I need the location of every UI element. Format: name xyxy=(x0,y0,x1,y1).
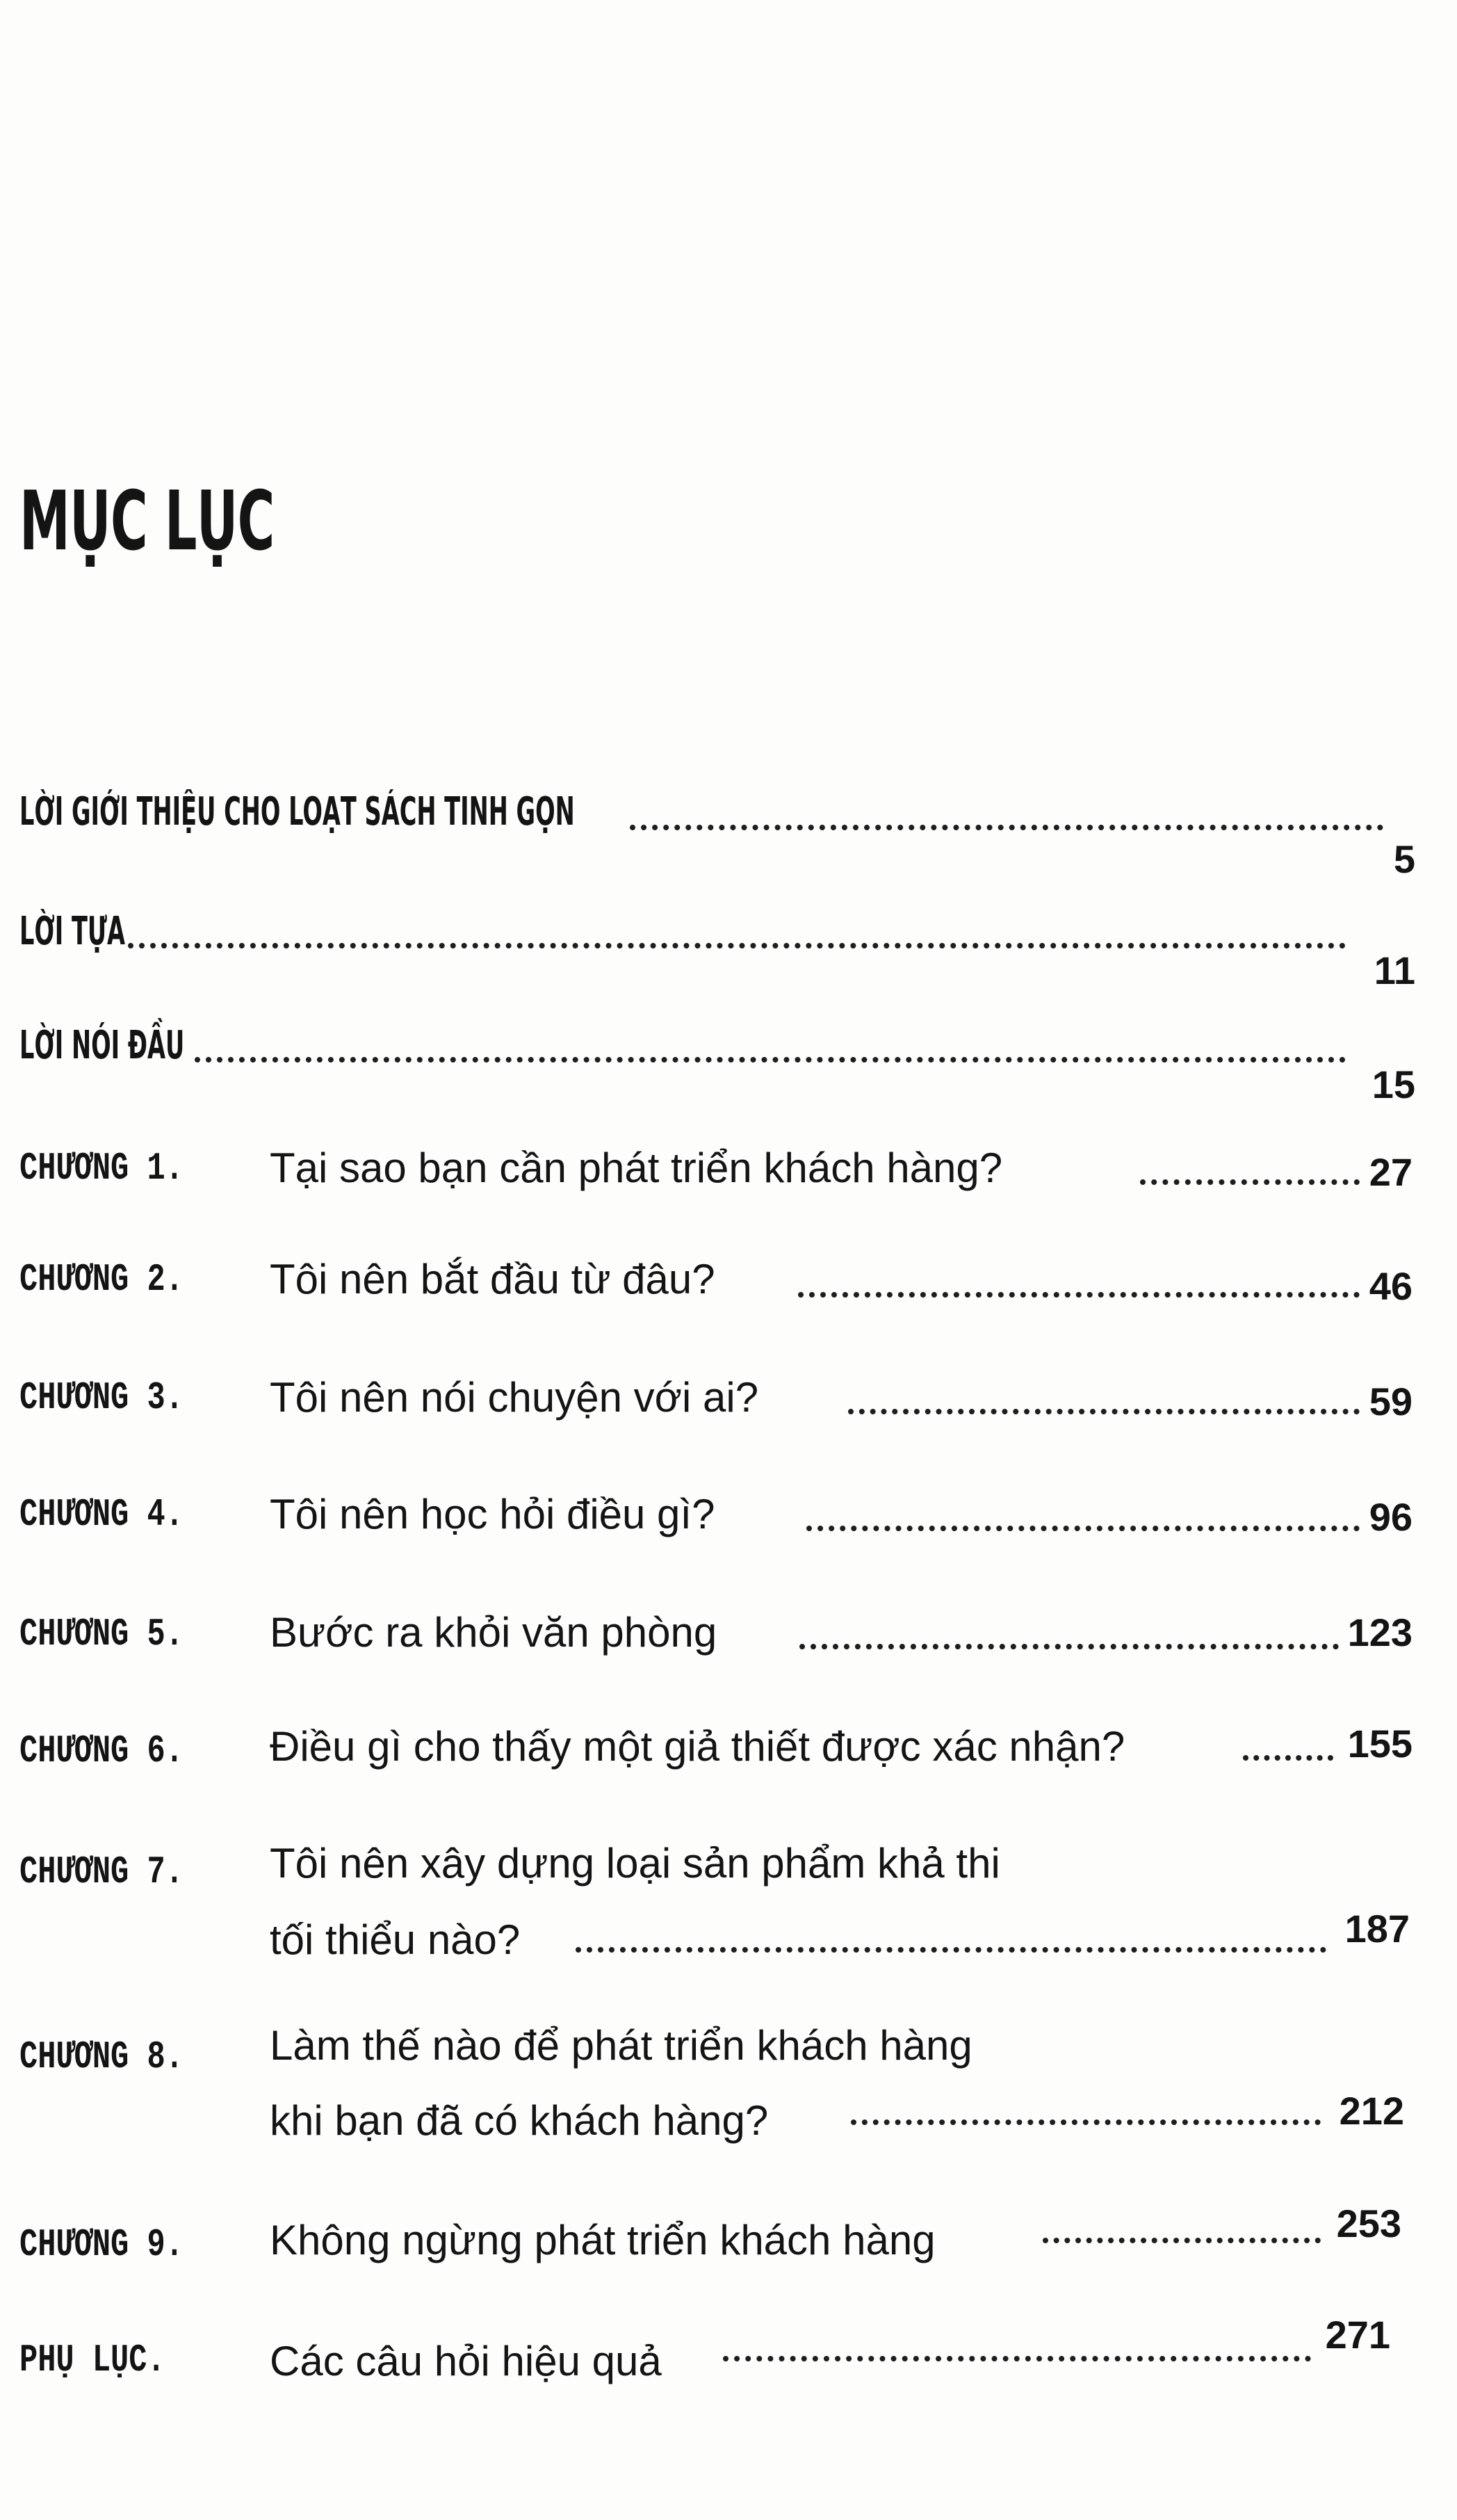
page-title: MỤC LỤC xyxy=(19,473,275,569)
chapter-title-line-2: tối thiểu nào? xyxy=(270,1916,521,1963)
chapter-label: CHƯƠNG 8. xyxy=(19,2035,184,2079)
dot-leader xyxy=(128,943,1346,948)
chapter-label: CHƯƠNG 6. xyxy=(19,1729,184,1773)
entry-label: LỜI GIỚI THIỆU CHO LOẠT SÁCH TINH GỌN xyxy=(19,789,575,834)
chapter-label: CHƯƠNG 2. xyxy=(19,1257,184,1302)
page-number: 15 xyxy=(1371,1063,1415,1106)
page-number: 253 xyxy=(1336,2202,1401,2245)
chapter-label: CHƯƠNG 7. xyxy=(19,1850,184,1894)
toc-entry-chapter-8[interactable] xyxy=(0,2022,1457,2161)
toc-entry-appendix[interactable] xyxy=(0,2313,1457,2385)
dot-leader xyxy=(1140,1179,1360,1185)
dot-leader xyxy=(851,2119,1321,2125)
toc-entry-chapter-9[interactable] xyxy=(0,2204,1457,2274)
page-number: 11 xyxy=(1374,948,1415,992)
toc-entry-intro-series[interactable] xyxy=(0,789,1457,890)
dot-leader xyxy=(630,825,1383,830)
chapter-label: PHỤ LỤC. xyxy=(19,2338,165,2382)
chapter-title-line-1: Làm thế nào để phát triển khách hàng xyxy=(270,2022,972,2069)
chapter-title: Các câu hỏi hiệu quả xyxy=(270,2338,662,2384)
dot-leader xyxy=(798,1292,1360,1298)
toc-entry-chapter-6[interactable] xyxy=(0,1722,1457,1794)
dot-leader xyxy=(723,2356,1311,2361)
toc-entry-chapter-3[interactable] xyxy=(0,1374,1457,1446)
chapter-label: CHƯƠNG 3. xyxy=(19,1375,184,1420)
page-number: 59 xyxy=(1369,1380,1413,1423)
dot-leader xyxy=(848,1409,1360,1414)
page-number: 187 xyxy=(1344,1907,1410,1950)
toc-entry-chapter-5[interactable] xyxy=(0,1609,1457,1681)
toc-entry-foreword[interactable] xyxy=(0,1023,1457,1110)
page-number: 5 xyxy=(1393,837,1415,881)
toc-entry-preface[interactable] xyxy=(0,909,1457,996)
chapter-title: Điều gì cho thấy một giả thiết được xác nhận? xyxy=(270,1723,1125,1770)
chapter-title-line-1: Tôi nên xây dựng loại sản phẩm khả thi xyxy=(270,1840,1000,1887)
dot-leader xyxy=(195,1057,1346,1063)
page-number: 96 xyxy=(1369,1495,1413,1539)
chapter-label: CHƯƠNG 9. xyxy=(19,2222,184,2267)
chapter-title: Tôi nên nói chuyện với ai? xyxy=(270,1374,759,1421)
page-number: 212 xyxy=(1339,2089,1404,2133)
dot-leader xyxy=(799,1644,1339,1649)
page-number: 46 xyxy=(1369,1264,1413,1308)
page-number: 123 xyxy=(1347,1610,1413,1654)
chapter-title: Tôi nên bắt đầu từ đâu? xyxy=(270,1256,715,1302)
toc-entry-chapter-4[interactable] xyxy=(0,1491,1457,1563)
chapter-title: Bước ra khỏi văn phòng xyxy=(270,1609,717,1656)
entry-label: LỜI TỰA xyxy=(19,909,125,954)
chapter-label: CHƯƠNG 1. xyxy=(19,1146,184,1190)
page-number: 27 xyxy=(1369,1150,1413,1194)
entry-label: LỜI NÓI ĐẦU xyxy=(19,1023,185,1068)
dot-leader xyxy=(1043,2238,1321,2243)
page-number: 155 xyxy=(1347,1722,1413,1766)
page-number: 271 xyxy=(1325,2313,1390,2357)
dot-leader xyxy=(576,1947,1326,1953)
chapter-title: Tôi nên học hỏi điều gì? xyxy=(270,1491,715,1537)
chapter-label: CHƯƠNG 5. xyxy=(19,1612,184,1656)
toc-entry-chapter-2[interactable] xyxy=(0,1256,1457,1328)
dot-leader xyxy=(1243,1755,1333,1761)
chapter-title-line-2: khi bạn đã có khách hàng? xyxy=(270,2097,769,2144)
toc-entry-chapter-1[interactable] xyxy=(0,1147,1457,1217)
toc-entry-chapter-7[interactable] xyxy=(0,1840,1457,1982)
chapter-label: CHƯƠNG 4. xyxy=(19,1492,184,1537)
chapter-title: Tại sao bạn cần phát triển khách hàng? xyxy=(270,1145,1003,1191)
chapter-title: Không ngừng phát triển khách hàng xyxy=(270,2217,936,2263)
dot-leader xyxy=(806,1526,1360,1531)
